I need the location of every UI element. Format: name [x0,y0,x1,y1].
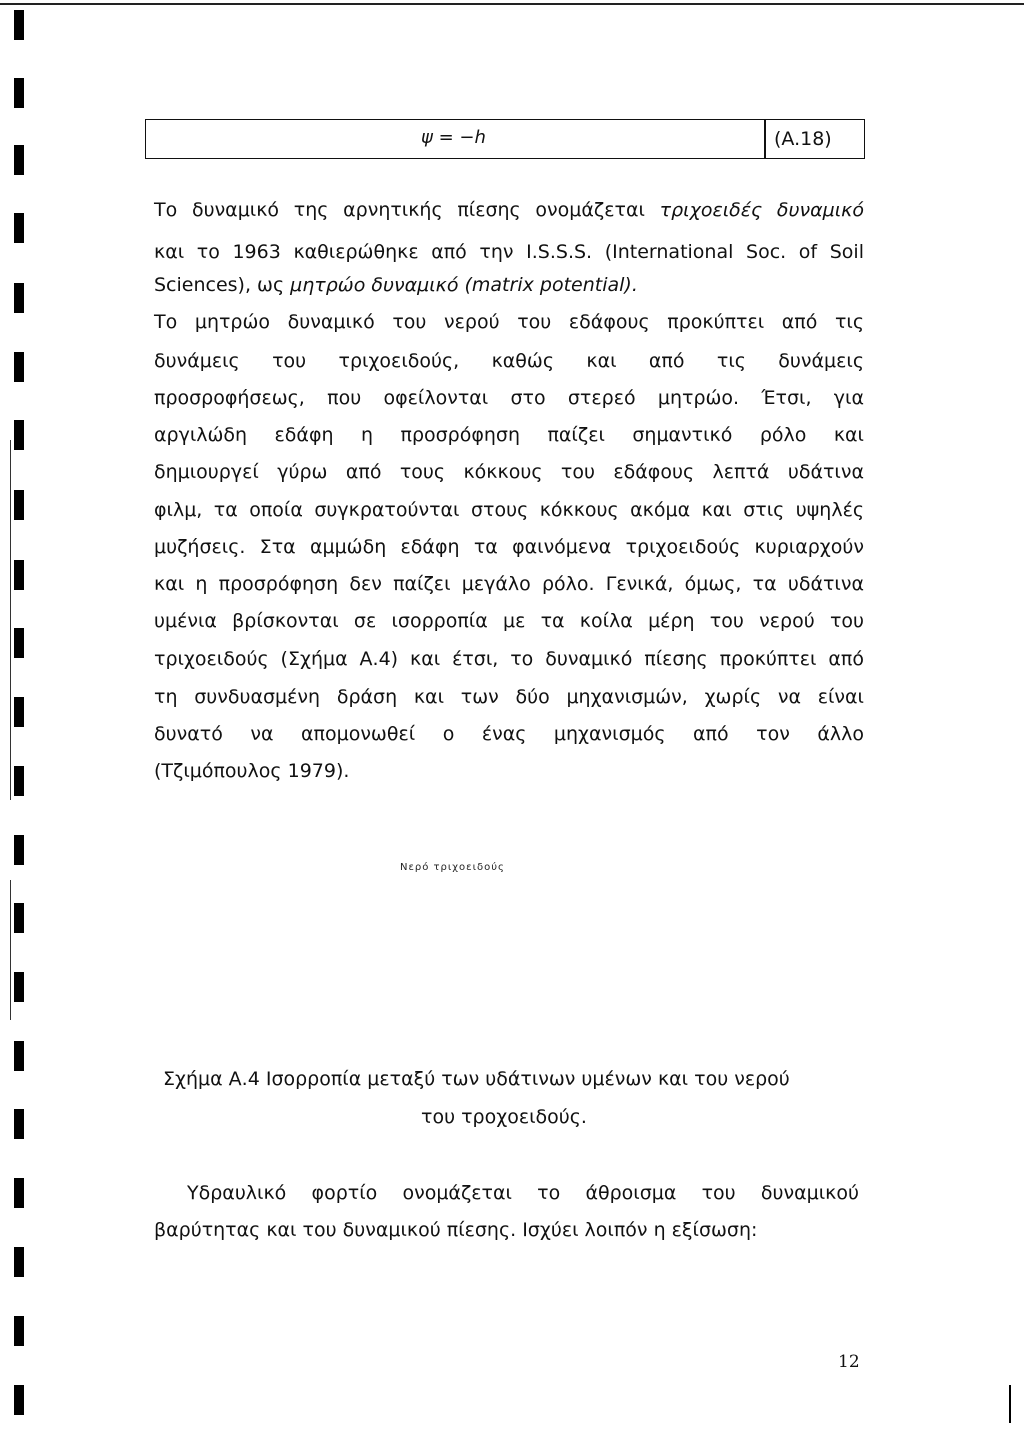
paragraph-line: (Τζιμόπουλος 1979). [154,760,350,782]
scan-edge-mark [14,78,24,108]
paragraph-line: δημιουργεί γύρω από τους κόκκους του εδάφους λεπτά υδάτινα [154,461,864,483]
top-border-line [0,3,1024,5]
scan-edge-mark [14,835,24,865]
scan-edge-mark [14,697,24,727]
scan-edge-mark [14,352,24,382]
scan-edge-mark [14,10,24,40]
scan-edge-mark [14,1247,24,1277]
paragraph-line: και το 1963 καθιερώθηκε από την I.S.S.S. (International Soc. of Soil [154,241,864,263]
scan-edge-mark [14,1041,24,1071]
paragraph-line: μυζήσεις. Στα αμμώδη εδάφη τα φαινόμενα τριχοειδούς κυριαρχούν [154,536,864,558]
paragraph-line: και η προσρόφηση δεν παίζει μεγάλο ρόλο. Γενικά, όμως, τα υδάτινα [154,573,864,595]
figure-label: Νερό τριχοειδούς [400,862,505,873]
scan-edge-line [10,880,11,1020]
paragraph-line: Το μητρώο δυναμικό του νερού του εδάφους προκύπτει από τις [154,311,864,333]
scan-edge-mark [14,1385,24,1415]
paragraph-line: υμένια βρίσκονται σε ισορροπία με τα κοίλα μέρη του νερού του [154,610,864,632]
equation-number: (A.18) [774,128,832,150]
scan-edge-mark [14,903,24,933]
scan-edge-mark [14,283,24,313]
paragraph-line: βαρύτητας και του δυναμικού πίεσης. Ισχύει λοιπόν η εξίσωση: [154,1219,758,1241]
scan-edge-mark [1009,1385,1011,1423]
equation-divider [764,120,766,158]
equation-formula: ψ = −h [421,127,486,148]
scan-edge-mark [14,145,24,175]
scan-edge-mark [14,766,24,796]
paragraph-line: δυνάμεις του τριχοειδούς, καθώς και από τις δυνάμεις [154,350,864,372]
paragraph-line: αργιλώδη εδάφη η προσρόφηση παίζει σημαντικό ρόλο και [154,424,864,446]
page-number: 12 [838,1352,860,1372]
paragraph-line: Το δυναμικό της αρνητικής πίεσης ονομάζεται τριχοειδές δυναμικό [154,199,864,221]
scan-edge-line [10,440,11,800]
scan-edge-mark [14,628,24,658]
equation-box [145,119,865,159]
paragraph-line: φιλμ, τα οποία συγκρατούνται στους κόκκους ακόμα και στις υψηλές [154,499,864,521]
figure-caption: του τροχοειδούς. [421,1106,587,1128]
paragraph-line: τριχοειδούς (Σχήμα Α.4) και έτσι, το δυναμικό πίεσης προκύπτει από [154,648,864,670]
paragraph-line: Υδραυλικό φορτίο ονομάζεται το άθροισμα του δυναμικού [187,1182,859,1204]
scan-edge-mark [14,420,24,450]
paragraph-line: Sciences), ως μητρώο δυναμικό (matrix potential). [154,274,638,296]
paragraph-line: προσροφήσεως, που οφείλονται στο στερεό μητρώο. Έτσι, για [154,387,864,409]
scan-edge-mark [14,1316,24,1346]
paragraph-line: δυνατό να απομονωθεί ο ένας μηχανισμός από τον άλλο [154,723,864,745]
paragraph-line: τη συνδυασμένη δράση και των δύο μηχανισμών, χωρίς να είναι [154,686,864,708]
scan-edge-mark [14,972,24,1002]
scan-edge-mark [14,1178,24,1208]
scan-edge-mark [14,213,24,243]
scan-edge-mark [14,490,24,520]
scan-edge-mark [14,1109,24,1139]
figure-caption: Σχήμα Α.4 Ισορροπία μεταξύ των υδάτινων υμένων και του νερού [163,1068,790,1090]
scan-edge-mark [14,560,24,590]
